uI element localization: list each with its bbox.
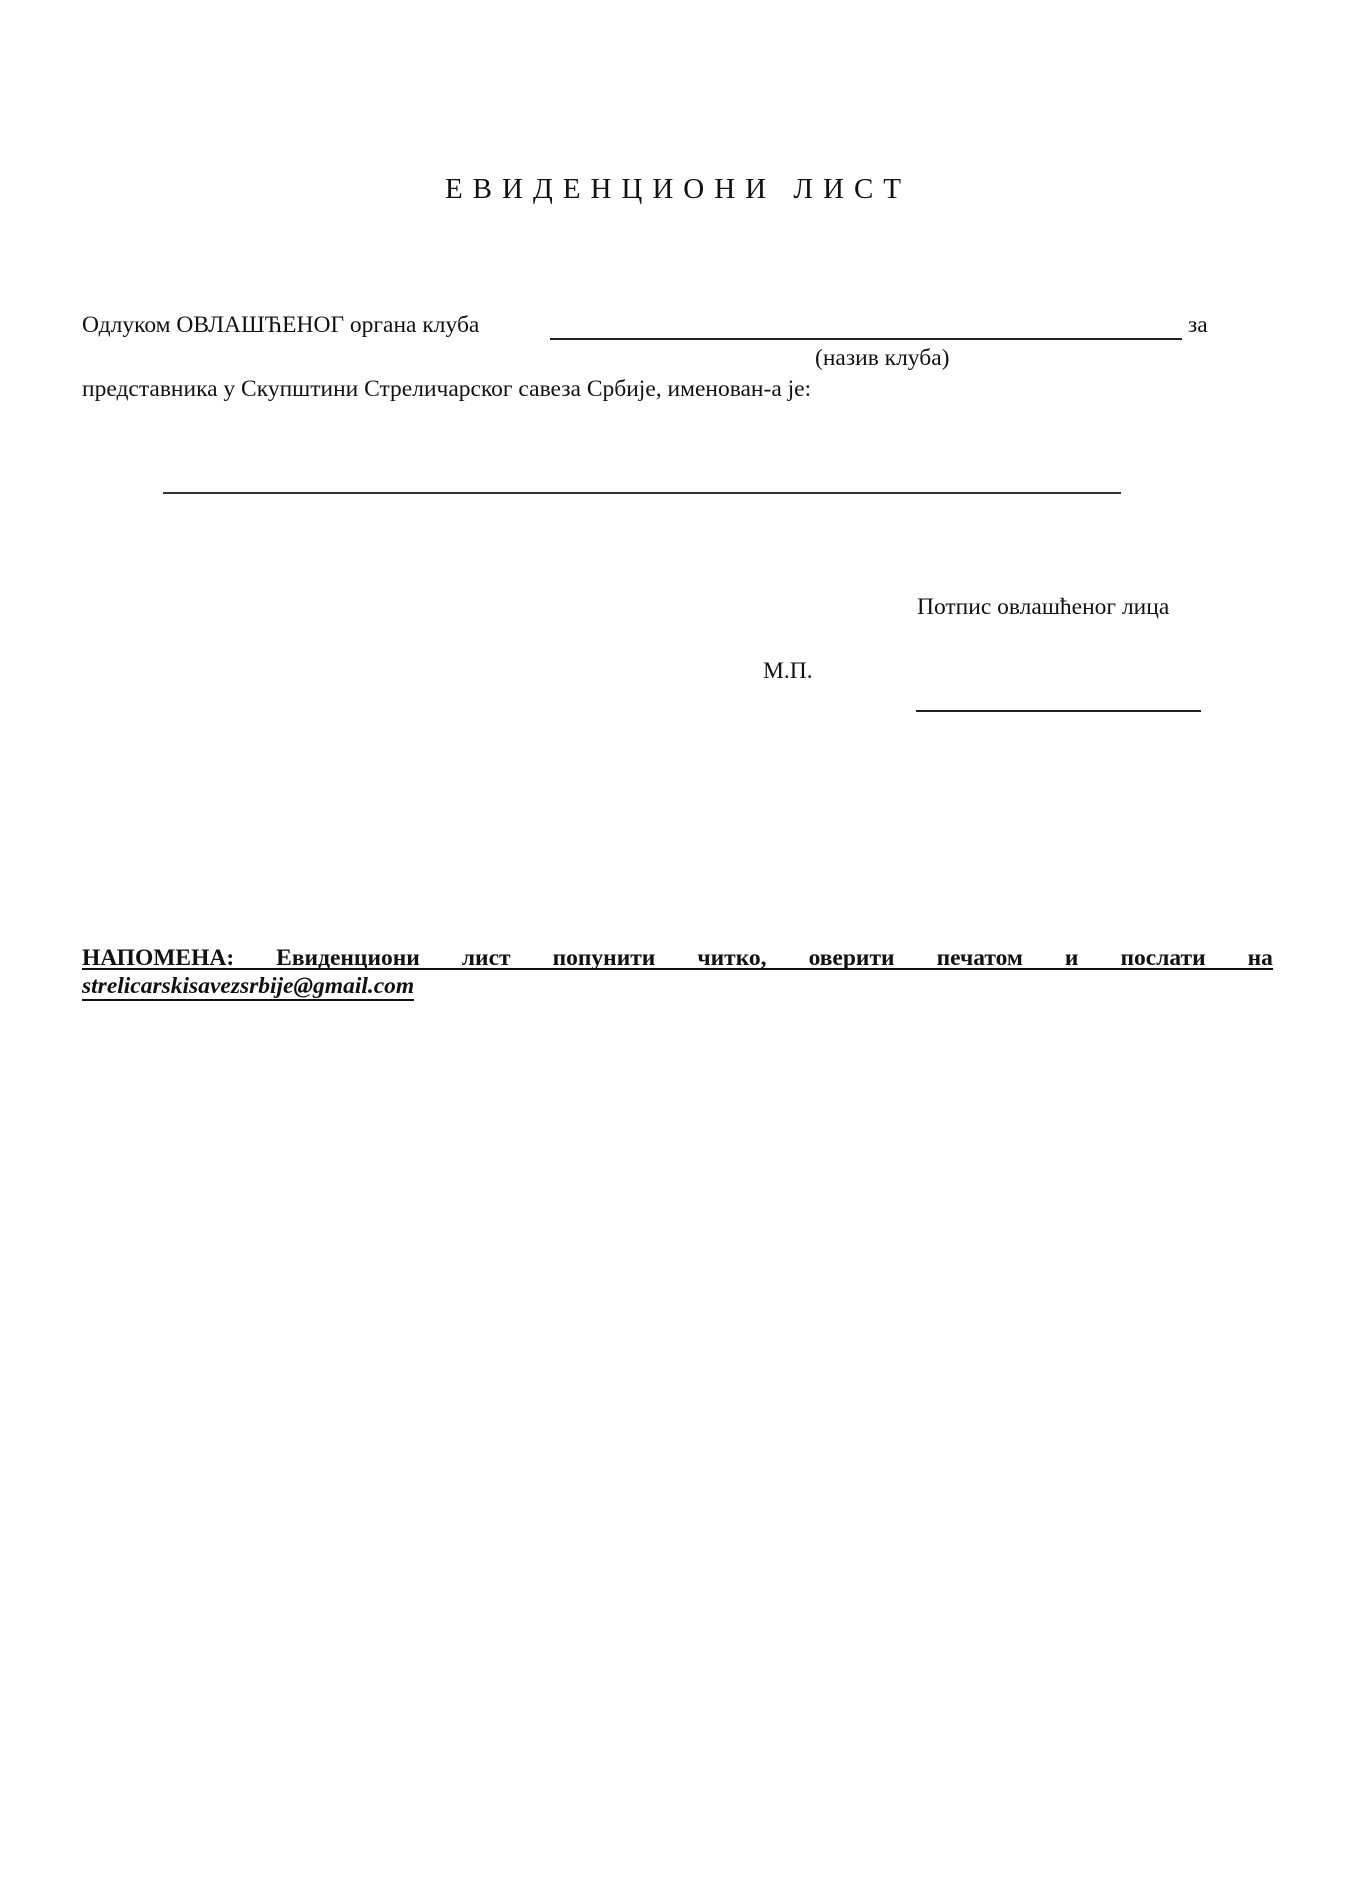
club-name-field-line <box>550 338 1182 340</box>
note-word: оверити <box>808 945 895 971</box>
note-word: на <box>1247 945 1273 971</box>
signature-label: Потпис овлашћеног лица <box>917 594 1170 620</box>
note-word: печатом <box>936 945 1023 971</box>
note-word: Евиденциони <box>276 945 420 971</box>
note-block <box>82 942 1273 1002</box>
representative-name-field-line <box>163 492 1121 494</box>
decision-text-suffix: за <box>1188 312 1208 338</box>
note-word: лист <box>461 945 511 971</box>
note-word: читко, <box>697 945 767 971</box>
note-word: попунити <box>552 945 656 971</box>
document-title: ЕВИДЕНЦИОНИ ЛИСТ <box>444 173 912 205</box>
note-line <box>82 942 1273 970</box>
note-word: и <box>1064 945 1079 971</box>
signature-field-line <box>916 710 1201 712</box>
club-name-caption: (назив клуба) <box>815 345 950 371</box>
note-word: НАПОМЕНА: <box>82 945 235 971</box>
note-word: послати <box>1120 945 1206 971</box>
seal-label: М.П. <box>763 658 813 684</box>
decision-text: Одлуком ОВЛАШЋЕНОГ органа клуба <box>82 312 480 338</box>
representative-text: представника у Скупштини Стреличарског савеза Србије, именован-а је: <box>82 376 812 402</box>
contact-email-link[interactable]: strelicarskisavezsrbije@gmail.com <box>82 973 415 999</box>
